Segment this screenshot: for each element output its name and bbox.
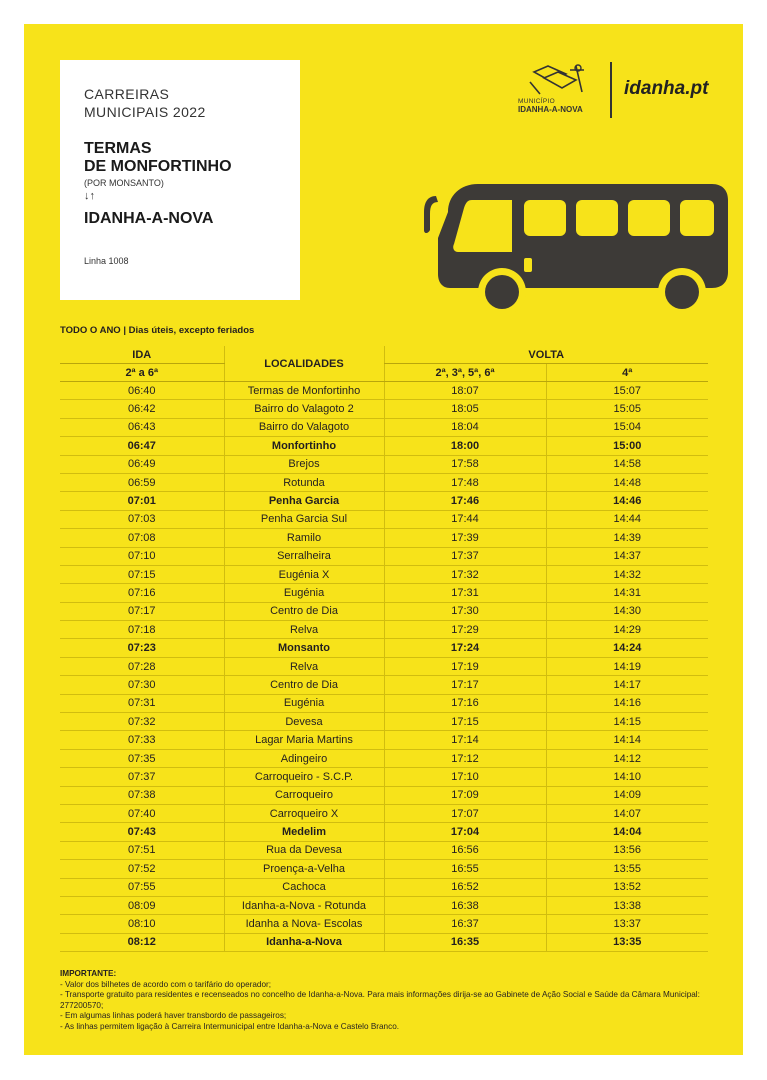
table-row: [60, 657, 708, 675]
stop-name-cell: Proença-a-Velha: [224, 860, 384, 878]
stop-name-cell: Serralheira: [224, 547, 384, 565]
ida-time-cell: 07:32: [60, 713, 224, 731]
volta-a-time-cell: 17:14: [384, 731, 546, 749]
ida-time-cell: 06:42: [60, 400, 224, 418]
origin-line-1: TERMAS: [84, 140, 152, 157]
volta-b-time-cell: 14:14: [546, 731, 708, 749]
ida-time-cell: 07:43: [60, 823, 224, 841]
volta-a-time-cell: 17:30: [384, 602, 546, 620]
volta-b-time-cell: 14:12: [546, 749, 708, 767]
stop-name-cell: Rua da Devesa: [224, 841, 384, 859]
ida-time-cell: 06:59: [60, 473, 224, 491]
table-row: [60, 841, 708, 859]
volta-a-time-cell: 17:12: [384, 749, 546, 767]
timetable-body: [60, 382, 708, 952]
stop-name-cell: Idanha-a-Nova - Rotunda: [224, 896, 384, 914]
volta-b-time-cell: 13:35: [546, 933, 708, 951]
table-row: [60, 529, 708, 547]
notes-heading: IMPORTANTE:: [60, 969, 117, 978]
ida-time-cell: 07:10: [60, 547, 224, 565]
schedule-period: TODO O ANO: [60, 325, 121, 336]
stop-name-cell: Carroqueiro X: [224, 804, 384, 822]
volta-b-time-cell: 14:46: [546, 492, 708, 510]
table-row: [60, 933, 708, 951]
ida-time-cell: 07:35: [60, 749, 224, 767]
table-row: [60, 713, 708, 731]
volta-a-time-cell: 17:44: [384, 510, 546, 528]
table-row: [60, 823, 708, 841]
logo-divider: [610, 62, 612, 118]
volta-b-time-cell: 14:44: [546, 510, 708, 528]
direction-arrows: ↓↑: [84, 190, 95, 202]
volta-days-b-header: 4ª: [546, 364, 708, 382]
table-row: [60, 510, 708, 528]
volta-days-a-header: 2ª, 3ª, 5ª, 6ª: [384, 364, 546, 382]
table-row: [60, 694, 708, 712]
volta-a-time-cell: 18:04: [384, 418, 546, 436]
stop-name-cell: Eugénia: [224, 584, 384, 602]
ida-time-cell: 06:40: [60, 382, 224, 400]
volta-b-time-cell: 14:09: [546, 786, 708, 804]
volta-a-time-cell: 17:19: [384, 657, 546, 675]
volta-a-time-cell: 16:37: [384, 915, 546, 933]
ida-time-cell: 06:49: [60, 455, 224, 473]
volta-a-time-cell: 16:55: [384, 860, 546, 878]
volta-b-time-cell: 13:56: [546, 841, 708, 859]
logo-municipio-label: MUNICÍPIO: [518, 98, 556, 105]
ida-time-cell: 08:12: [60, 933, 224, 951]
table-row: [60, 731, 708, 749]
stop-name-cell: Adingeiro: [224, 749, 384, 767]
ida-time-cell: 07:38: [60, 786, 224, 804]
ida-time-cell: 07:17: [60, 602, 224, 620]
important-notes: [60, 969, 720, 1033]
table-row: [60, 547, 708, 565]
volta-a-time-cell: 17:17: [384, 676, 546, 694]
volta-b-time-cell: 14:29: [546, 621, 708, 639]
volta-a-time-cell: 16:35: [384, 933, 546, 951]
volta-b-time-cell: 14:16: [546, 694, 708, 712]
volta-b-time-cell: 14:19: [546, 657, 708, 675]
table-row: [60, 584, 708, 602]
stop-name-cell: Carroqueiro - S.C.P.: [224, 768, 384, 786]
note-item: - As linhas permitem ligação à Carreira Intermunicipal entre Idanha-a-Nova e Castelo Branco.: [60, 1021, 400, 1031]
volta-b-time-cell: 15:07: [546, 382, 708, 400]
volta-b-time-cell: 15:00: [546, 437, 708, 455]
volta-a-time-cell: 17:29: [384, 621, 546, 639]
volta-a-time-cell: 17:39: [384, 529, 546, 547]
volta-a-time-cell: 17:07: [384, 804, 546, 822]
volta-a-time-cell: 17:16: [384, 694, 546, 712]
title-box: [60, 60, 300, 300]
municipality-logo: [512, 62, 722, 122]
table-row: [60, 749, 708, 767]
volta-b-time-cell: 13:37: [546, 915, 708, 933]
stop-name-cell: Carroqueiro: [224, 786, 384, 804]
table-row: [60, 768, 708, 786]
volta-b-time-cell: 13:38: [546, 896, 708, 914]
volta-a-time-cell: 17:04: [384, 823, 546, 841]
volta-b-time-cell: 15:04: [546, 418, 708, 436]
volta-a-time-cell: 17:15: [384, 713, 546, 731]
volta-a-time-cell: 18:05: [384, 400, 546, 418]
volta-a-time-cell: 17:48: [384, 473, 546, 491]
bus-icon: [420, 172, 730, 312]
volta-b-time-cell: 14:07: [546, 804, 708, 822]
table-row: [60, 804, 708, 822]
ida-time-cell: 07:37: [60, 768, 224, 786]
ida-time-cell: 06:43: [60, 418, 224, 436]
volta-a-time-cell: 17:37: [384, 547, 546, 565]
volta-b-time-cell: 14:31: [546, 584, 708, 602]
timetable-poster: [24, 24, 743, 1055]
ida-time-cell: 07:15: [60, 565, 224, 583]
table-row: [60, 915, 708, 933]
volta-a-time-cell: 17:09: [384, 786, 546, 804]
note-item: - Transporte gratuito para residentes e recenseados no concelho de Idanha-a-Nova. Para mais informações dirija-se ao Gabinete de Ação Social e Saúde da Câmara Municipal: 277200570;: [60, 990, 700, 1010]
table-row: [60, 473, 708, 491]
stop-name-cell: Lagar Maria Martins: [224, 731, 384, 749]
ida-time-cell: 07:33: [60, 731, 224, 749]
volta-b-time-cell: 14:30: [546, 602, 708, 620]
table-row: [60, 621, 708, 639]
volta-b-time-cell: 13:55: [546, 860, 708, 878]
destination-label: IDANHA-A-NOVA: [84, 210, 214, 227]
volta-b-time-cell: 14:39: [546, 529, 708, 547]
volta-b-time-cell: 14:32: [546, 565, 708, 583]
volta-b-time-cell: 14:48: [546, 473, 708, 491]
website-link[interactable]: idanha.pt: [624, 78, 709, 99]
table-row: [60, 455, 708, 473]
stop-name-cell: Idanha-a-Nova: [224, 933, 384, 951]
stop-name-cell: Bairro do Valagoto: [224, 418, 384, 436]
ida-time-cell: 07:52: [60, 860, 224, 878]
stop-name-cell: Relva: [224, 657, 384, 675]
ida-time-cell: 07:03: [60, 510, 224, 528]
ida-time-cell: 07:51: [60, 841, 224, 859]
ida-time-cell: 07:16: [60, 584, 224, 602]
note-item: - Em algumas linhas poderá haver transbordo de passageiros;: [60, 1011, 287, 1021]
volta-a-time-cell: 16:52: [384, 878, 546, 896]
title-line-1: CARREIRAS: [84, 86, 170, 102]
ida-time-cell: 06:47: [60, 437, 224, 455]
table-row: [60, 896, 708, 914]
via-label: (POR MONSANTO): [84, 178, 164, 188]
volta-b-time-cell: 15:05: [546, 400, 708, 418]
volta-b-time-cell: 14:24: [546, 639, 708, 657]
ida-time-cell: 07:08: [60, 529, 224, 547]
volta-b-time-cell: 14:58: [546, 455, 708, 473]
table-row: [60, 418, 708, 436]
table-row: [60, 382, 708, 400]
title-line-2: MUNICIPAIS 2022: [84, 104, 206, 120]
stop-name-cell: Ramilo: [224, 529, 384, 547]
volta-b-time-cell: 14:10: [546, 768, 708, 786]
table-row: [60, 860, 708, 878]
ida-time-cell: 08:09: [60, 896, 224, 914]
stop-name-cell: Devesa: [224, 713, 384, 731]
volta-a-time-cell: 18:00: [384, 437, 546, 455]
ida-header: IDA: [60, 346, 224, 364]
stop-name-cell: Monsanto: [224, 639, 384, 657]
stop-name-cell: Cachoca: [224, 878, 384, 896]
ida-time-cell: 07:23: [60, 639, 224, 657]
ida-time-cell: 07:18: [60, 621, 224, 639]
volta-b-time-cell: 14:04: [546, 823, 708, 841]
volta-b-time-cell: 14:37: [546, 547, 708, 565]
ida-time-cell: 07:28: [60, 657, 224, 675]
stop-name-cell: Penha Garcia: [224, 492, 384, 510]
table-row: [60, 492, 708, 510]
ida-time-cell: 07:01: [60, 492, 224, 510]
volta-a-time-cell: 16:38: [384, 896, 546, 914]
stop-name-cell: Brejos: [224, 455, 384, 473]
ida-time-cell: 07:40: [60, 804, 224, 822]
stop-name-cell: Relva: [224, 621, 384, 639]
table-row: [60, 602, 708, 620]
ida-time-cell: 07:30: [60, 676, 224, 694]
volta-b-time-cell: 14:15: [546, 713, 708, 731]
line-code: Linha 1008: [84, 256, 129, 266]
table-row: [60, 437, 708, 455]
ida-time-cell: 07:31: [60, 694, 224, 712]
note-item: - Valor dos bilhetes de acordo com o tarifário do operador;: [60, 979, 272, 989]
stop-name-cell: Centro de Dia: [224, 602, 384, 620]
table-row: [60, 639, 708, 657]
ida-time-cell: 08:10: [60, 915, 224, 933]
stop-name-cell: Eugénia: [224, 694, 384, 712]
stop-name-cell: Penha Garcia Sul: [224, 510, 384, 528]
table-row: [60, 676, 708, 694]
ida-time-cell: 07:55: [60, 878, 224, 896]
volta-a-time-cell: 16:56: [384, 841, 546, 859]
volta-a-time-cell: 17:24: [384, 639, 546, 657]
volta-a-time-cell: 17:32: [384, 565, 546, 583]
volta-a-time-cell: 17:58: [384, 455, 546, 473]
stop-name-cell: Monfortinho: [224, 437, 384, 455]
stop-name-cell: Termas de Monfortinho: [224, 382, 384, 400]
localidades-header: LOCALIDADES: [224, 346, 384, 382]
stop-name-cell: Idanha a Nova- Escolas: [224, 915, 384, 933]
table-row: [60, 878, 708, 896]
volta-a-time-cell: 17:31: [384, 584, 546, 602]
volta-b-time-cell: 14:17: [546, 676, 708, 694]
stop-name-cell: Medelim: [224, 823, 384, 841]
table-row: [60, 400, 708, 418]
volta-a-time-cell: 17:10: [384, 768, 546, 786]
origin-line-2: DE MONFORTINHO: [84, 158, 232, 175]
municipality-emblem-icon: [526, 62, 586, 98]
timetable: [60, 346, 708, 952]
stop-name-cell: Bairro do Valagoto 2: [224, 400, 384, 418]
stop-name-cell: Eugénia X: [224, 565, 384, 583]
table-row: [60, 786, 708, 804]
volta-a-time-cell: 17:46: [384, 492, 546, 510]
logo-name-label: IDANHA-A-NOVA: [518, 105, 583, 114]
schedule-title: TODO O ANO | Dias úteis, excepto feriados: [60, 325, 255, 336]
table-row: [60, 565, 708, 583]
ida-days-header: 2ª a 6ª: [60, 364, 224, 382]
volta-header: VOLTA: [384, 346, 708, 364]
volta-b-time-cell: 13:52: [546, 878, 708, 896]
stop-name-cell: Centro de Dia: [224, 676, 384, 694]
schedule-days: Dias úteis, excepto feriados: [128, 325, 255, 336]
stop-name-cell: Rotunda: [224, 473, 384, 491]
volta-a-time-cell: 18:07: [384, 382, 546, 400]
